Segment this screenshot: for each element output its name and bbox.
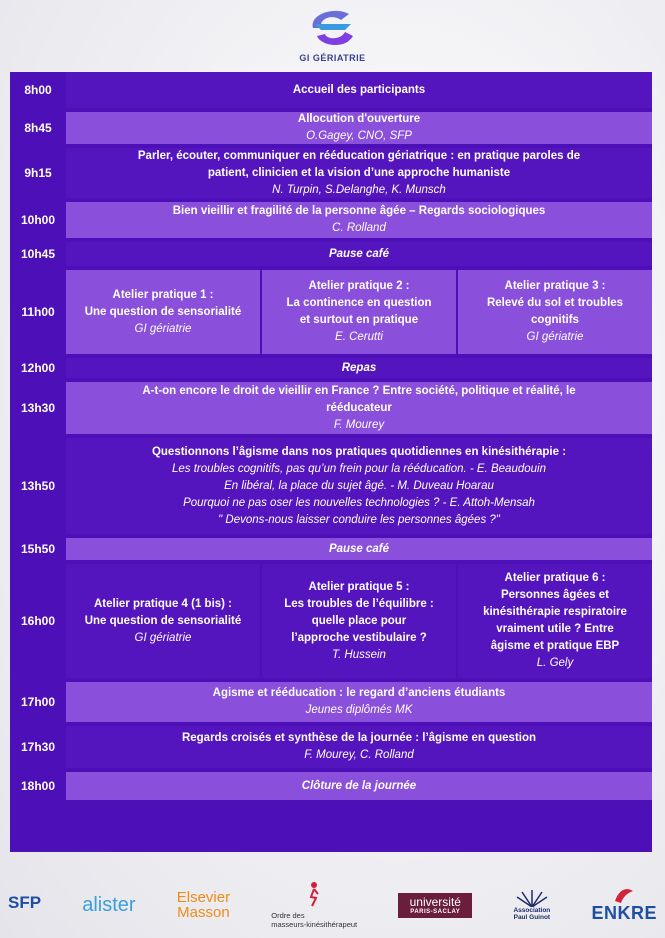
session-title: Atelier pratique 5 :: [308, 580, 410, 593]
alister-logo: [82, 894, 135, 917]
session-title: Une question de sensorialité: [84, 614, 242, 627]
schedule-row: [10, 382, 652, 438]
schedule-row: [10, 438, 652, 538]
session-cell: [66, 772, 652, 800]
workshop-group: [66, 270, 652, 354]
workshop-group: [66, 564, 652, 678]
session-title: Agisme et rééducation : le regard d’anciens étudiants: [212, 687, 506, 699]
header: [0, 0, 665, 70]
session-speaker: O.Gagey, CNO, SFP: [306, 130, 412, 142]
session-cell: [262, 564, 456, 678]
session-title: Allocution d'ouverture: [297, 113, 421, 125]
session-speaker: C. Rolland: [332, 222, 386, 234]
session-speaker: E. Cerutti: [335, 331, 383, 343]
schedule-row: [10, 726, 652, 772]
time-cell: 8h00: [10, 72, 66, 108]
schedule-table: [10, 72, 652, 852]
session-cell: [66, 202, 652, 238]
sfp-logo-text: SFP: [8, 892, 42, 912]
time-cell: 11h00: [10, 270, 66, 354]
schedule-row: [10, 148, 652, 202]
session-title: Une question de sensorialité: [84, 305, 242, 318]
session-cell: [262, 270, 456, 354]
session-speaker: N. Turpin, S.Delanghe, K. Munsch: [272, 183, 446, 196]
session-cell: [458, 270, 652, 354]
session-title: cognitifs: [531, 314, 579, 326]
session-title: vraiment utile ? Entre: [496, 623, 614, 635]
time-cell: 10h45: [10, 242, 66, 266]
time-cell: 15h50: [10, 538, 66, 560]
session-title: La continence en question: [286, 297, 432, 309]
schedule-row: [10, 202, 652, 242]
ordre-mk-logo: [271, 881, 357, 929]
time-cell: 17h00: [10, 682, 66, 722]
schedule-row: [10, 538, 652, 564]
session-title: Atelier pratique 6 :: [504, 572, 606, 584]
guinot-rays-icon: [515, 889, 549, 907]
time-cell: 13h30: [10, 382, 66, 434]
session-break: Clôture de la journée: [301, 779, 417, 792]
session-cell: [66, 358, 652, 378]
paul-guinot-logo: [513, 889, 550, 921]
session-title: Atelier pratique 2 :: [308, 280, 410, 292]
time-cell: 8h45: [10, 112, 66, 144]
time-cell: 12h00: [10, 358, 66, 378]
time-cell: 16h00: [10, 564, 66, 678]
session-title: Personnes âgées et: [500, 589, 610, 601]
session-title: et surtout en pratique: [299, 314, 419, 326]
session-break: Repas: [341, 361, 377, 374]
alister-logo-text: alister: [82, 893, 136, 916]
schedule-row: [10, 358, 652, 382]
session-break: Pause café: [328, 247, 390, 260]
session-title: Les troubles de l’équilibre :: [284, 597, 434, 610]
session-title: Questionnons l’âgisme dans nos pratiques quotidiennes en kinésithérapie :: [151, 445, 567, 458]
masson-text: Masson: [177, 904, 230, 921]
time-cell: 10h00: [10, 202, 66, 238]
ordre-text-1: Ordre des: [271, 911, 305, 920]
schedule-row: [10, 242, 652, 270]
session-talk: En libéral, la place du sujet âgé. - M. Duveau Hoarau: [224, 479, 494, 492]
session-speaker: F. Mourey: [333, 418, 385, 431]
session-cell: [66, 538, 652, 560]
univ-text-2: PARIS-SACLAY: [410, 908, 461, 915]
session-title: Atelier pratique 1 :: [112, 288, 214, 301]
session-title: Parler, écouter, communiquer en rééducation gériatrique : en pratique paroles de: [137, 149, 581, 162]
enkre-logo: [591, 887, 657, 924]
univ-text-1: université: [409, 894, 461, 909]
session-talk: Pourquoi ne pas oser les nouvelles technologies ? - E. Attoh-Mensah: [183, 496, 535, 509]
session-title: Atelier pratique 4 (1 bis) :: [93, 597, 233, 610]
session-cell: [66, 726, 652, 768]
guinot-text-2: Paul Guinot: [513, 914, 551, 921]
session-cell: [66, 112, 652, 144]
ordre-text-2: masseurs-kinésithérapeut: [271, 920, 358, 929]
universite-paris-saclay-logo: [398, 893, 472, 918]
session-break: Pause café: [328, 542, 390, 555]
sponsor-footer: [0, 872, 665, 938]
session-title: patient, clinicien et la vision d’une approche humaniste: [207, 166, 511, 179]
session-speaker: T. Hussein: [332, 648, 386, 661]
session-cell: [66, 242, 652, 266]
session-cell: [458, 564, 652, 678]
logo-text: GI GÉRIATRIE: [299, 53, 366, 63]
session-title: A-t-on encore le droit de vieillir en France ? Entre société, politique et réalité, le: [142, 384, 576, 397]
session-cell: [66, 72, 652, 108]
session-title: rééducateur: [326, 401, 392, 414]
session-speaker: F. Mourey, C. Rolland: [304, 749, 414, 761]
time-cell: 13h50: [10, 438, 66, 534]
time-cell: 9h15: [10, 148, 66, 198]
session-title: quelle place pour: [311, 614, 407, 627]
guinot-text-1: Association: [513, 907, 551, 914]
schedule-row: [10, 682, 652, 726]
gi-geriatrie-logo-icon: [305, 6, 361, 52]
session-title: Atelier pratique 3 :: [504, 280, 606, 292]
session-speaker: GI gériatrie: [134, 631, 192, 644]
session-title: Bien vieillir et fragilité de la personne âgée – Regards sociologiques: [172, 205, 546, 217]
time-cell: 17h30: [10, 726, 66, 768]
session-talk: Les troubles cognitifs, pas qu’un frein pour la rééducation. - E. Beaudouin: [172, 462, 546, 475]
schedule-row: [10, 772, 652, 800]
session-cell: [66, 682, 652, 722]
session-title: kinésithérapie respiratoire: [483, 606, 627, 618]
enkre-bird-icon: [613, 887, 635, 903]
session-cell: [66, 382, 652, 434]
session-talk: " Devons-nous laisser conduire les personnes âgées ?": [218, 513, 500, 526]
session-speaker: GI gériatrie: [526, 331, 584, 343]
schedule-row: [10, 270, 652, 358]
elsevier-masson-logo: [177, 890, 230, 920]
session-title: l’approche vestibulaire ?: [291, 631, 427, 644]
session-cell: [66, 270, 260, 354]
session-title: âgisme et pratique EBP: [490, 640, 620, 652]
schedule-row: [10, 72, 652, 112]
session-cell: [66, 148, 652, 198]
session-title: Regards croisés et synthèse de la journée : l’âgisme en question: [181, 732, 537, 744]
elsevier-text: Elsevier: [176, 889, 231, 906]
schedule-row: [10, 112, 652, 148]
time-cell: 18h00: [10, 772, 66, 800]
enkre-logo-text: ENKRE: [591, 902, 657, 923]
session-cell: [66, 564, 260, 678]
session-title: Accueil des participants: [292, 83, 426, 96]
sfp-logo: [8, 893, 41, 918]
sfp-logo-subtext: [24, 913, 25, 918]
session-speaker: Jeunes diplômés MK: [305, 704, 413, 716]
session-cell: [66, 438, 652, 534]
session-speaker: L. Gely: [536, 657, 574, 669]
schedule-row: [10, 564, 652, 682]
session-speaker: GI gériatrie: [134, 322, 192, 335]
ordre-figure-icon: [307, 881, 321, 907]
session-title: Relevé du sol et troubles: [486, 297, 624, 309]
